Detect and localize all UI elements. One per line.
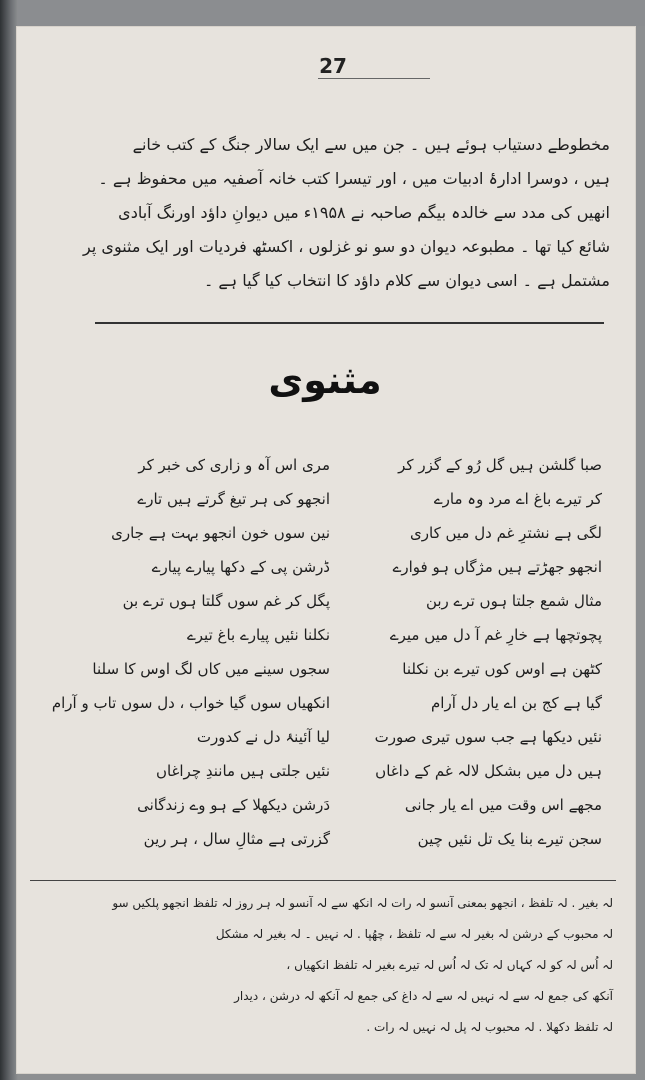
verse-line: نئیں دیکھا ہے جب سوں تیری صورت — [374, 728, 602, 746]
verse-line: ہیں دل میں بشکل لالہ غم کے داغاں — [375, 762, 602, 780]
intro-line: مخطوطے دستیاب ہوئے ہیں ۔ جن میں سے ایک سالار جنگ کے کتب خانے — [132, 135, 610, 154]
verse-line: دَرشن دیکھلا کے ہو وے زندگانی — [137, 796, 330, 814]
verse-line: کر تیرے باغ اے مرد وہ مارے — [433, 490, 602, 508]
verse-line: سجوں سینے میں کاں لگ اوس کا سلنا — [92, 660, 330, 678]
intro-line: شائع کیا تھا ۔ مطبوعہ دیوان دو سو نو غزلوں ، اکسٹھ فردیات اور ایک مثنوی پر — [83, 237, 610, 256]
verse-line: کٹھن ہے اوس کوں تیرے بن نکلنا — [402, 660, 602, 678]
verse-line: نین سوں خون انجھو بہت ہے جاری — [111, 524, 330, 542]
section-heading: مثنوی — [268, 358, 382, 402]
verse-line: صبا گلشن ہیں گل رُو کے گزر کر — [398, 456, 602, 474]
verse-line: انکھیاں سوں گیا خواب ، دل سوں تاب و آرام — [51, 694, 330, 712]
footnotes — [38, 888, 613, 1043]
intro-line: ہیں ، دوسرا ادارۂ ادبیات میں ، اور تیسرا کتب خانہ آصفیہ میں محفوظ ہے ۔ — [98, 169, 610, 188]
verse-line: لیا آئینۂ دل نے کدورت — [196, 728, 330, 746]
verse-line: مری اس آہ و زاری کی خبر کر — [138, 456, 330, 474]
poem-left-column — [51, 448, 330, 856]
verse-line: سجن تیرے بنا یک تل نئیں چین — [417, 830, 602, 848]
verse-line: ڈرشن پی کے دکھا پیارے پیارے — [151, 558, 330, 576]
footnote-line: لہ تلفظ دکھلا . لہ محبوب لہ پل لہ نہیں لہ رات . — [366, 1020, 613, 1034]
verse-line: نکلنا نئیں پیارے باغ تیرے — [186, 626, 330, 644]
verse-line: مثال شمع جلتا ہوں ترے ربن — [425, 592, 602, 610]
verse-line: لگی ہے نشترِ غم دل میں کاری — [410, 524, 602, 542]
verse-line: پگل کر غم سوں گلتا ہوں ترے بن — [122, 592, 330, 610]
verse-line: مجھے اس وقت میں اے یار جانی — [404, 796, 602, 814]
page-number: 27 — [319, 54, 347, 78]
intro-line: مشتمل ہے ۔ اسی دیوان سے کلام داؤد کا انتخاب کیا گیا ہے ۔ — [203, 271, 610, 290]
footnote-line: لہ محبوب کے درشن لہ بغیر لہ سے لہ تلفظ ، چھُپا . لہ نہیں ۔ لہ بغیر لہ مشکل — [215, 927, 613, 941]
footnote-divider — [30, 880, 616, 881]
header-underline — [318, 78, 430, 79]
footnote-line: لہ اُس لہ کو لہ کہاں لہ تک لہ اُس لہ تیرے بغیر لہ تلفظ انکھیاں ، — [286, 958, 613, 972]
scan-top-margin — [0, 0, 645, 26]
poem-right-column — [372, 448, 602, 856]
verse-line: نئیں جلتی ہیں مانندِ چراغاں — [155, 762, 330, 780]
verse-line: پچوتچھا ہے خارِ غم آ دل میں میرے — [389, 626, 602, 644]
footnote-line: آنکھ کی جمع لہ سے لہ نہیں لہ سے لہ داغ کی جمع لہ آنکھ لہ درشن ، دیدار — [234, 989, 613, 1003]
verse-line: انجھو جھڑتے ہیں مژگاں ہو فوارے — [392, 558, 602, 576]
verse-line: گیا ہے کج بن اے یار دل آرام — [431, 694, 602, 712]
intro-paragraph — [70, 128, 610, 298]
intro-line: انھیں کی مدد سے خالدہ بیگم صاحبہ نے ۱۹۵۸ء میں دیوانِ داؤد اورنگ آبادی — [118, 203, 610, 222]
footnote-line: لہ بغیر . لہ تلفظ ، انجھو بمعنی آنسو لہ رات لہ انکھ سے لہ آنسو لہ ہر روز لہ تلفظ انجھو پلکیں سو — [112, 896, 613, 910]
verse-line: انجھو کی ہر تیغ گرتے ہیں تارے — [137, 490, 330, 508]
section-divider — [95, 322, 604, 324]
verse-line: گزرتی ہے مثالِ سال ، ہر رین — [143, 830, 330, 848]
